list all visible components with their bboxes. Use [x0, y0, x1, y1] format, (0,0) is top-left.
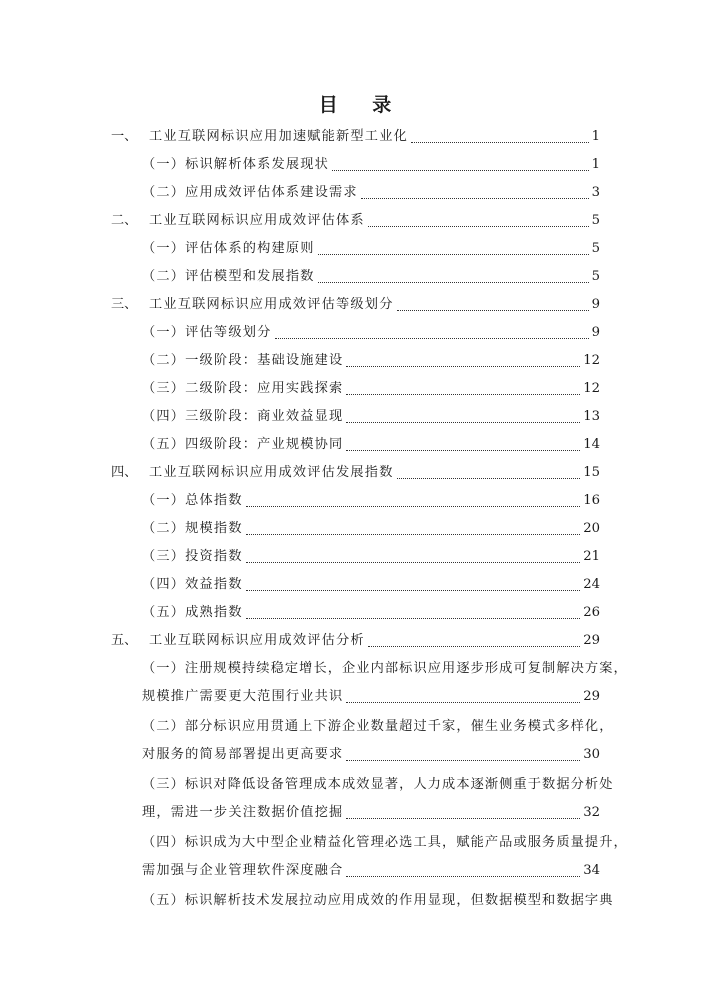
- leader-dots: [346, 818, 580, 819]
- toc-entry-first-line[interactable]: （五）标识解析技术发展拉动应用成效的作用显现，但数据模型和数据字典: [142, 893, 614, 908]
- leader-dots: [368, 646, 580, 647]
- toc-entry[interactable]: [111, 630, 600, 652]
- toc-page-number: 5: [591, 213, 600, 228]
- toc-page-number: 12: [583, 353, 600, 368]
- leader-dots: [346, 876, 580, 877]
- toc-text: （四）效益指数: [142, 577, 243, 592]
- leader-dots: [397, 310, 589, 311]
- toc-text: 工业互联网标识应用成效评估体系: [149, 213, 365, 228]
- toc-entry-first-line[interactable]: （四）标识成为大中型企业精益化管理必选工具，赋能产品或服务质量提升，: [142, 835, 628, 850]
- leader-dots: [332, 170, 589, 171]
- leader-dots: [346, 366, 580, 367]
- leader-dots: [346, 760, 580, 761]
- toc-entry[interactable]: [142, 406, 600, 428]
- toc-entry[interactable]: [142, 744, 600, 766]
- leader-dots: [397, 478, 581, 479]
- toc-text: （一）评估体系的构建原则: [142, 241, 315, 256]
- toc-entry[interactable]: [111, 462, 600, 484]
- toc-entry[interactable]: [142, 434, 600, 456]
- toc-page-number: 9: [591, 325, 600, 340]
- toc-entry-first-line[interactable]: （二）部分标识应用贯通上下游企业数量超过千家，催生业务模式多样化，: [142, 719, 614, 734]
- toc-page-number: 15: [583, 465, 600, 480]
- toc-entry[interactable]: [142, 350, 600, 372]
- leader-dots: [346, 394, 580, 395]
- toc-text: （二）应用成效评估体系建设需求: [142, 185, 358, 200]
- leader-dots: [246, 562, 581, 563]
- toc-page-number: 5: [591, 241, 600, 256]
- toc-entry[interactable]: [142, 182, 600, 204]
- leader-dots: [346, 422, 580, 423]
- toc-page-number: 5: [591, 269, 600, 284]
- leader-dots: [246, 590, 581, 591]
- toc-text: 工业互联网标识应用成效评估等级划分: [149, 297, 394, 312]
- toc-number: 四、: [111, 465, 138, 480]
- toc-page-number: 20: [583, 521, 600, 536]
- leader-dots: [346, 702, 580, 703]
- leader-dots: [275, 338, 589, 339]
- leader-dots: [361, 198, 589, 199]
- leader-dots: [368, 226, 589, 227]
- toc-text: （二）规模指数: [142, 521, 243, 536]
- toc-entry[interactable]: [111, 126, 600, 148]
- toc-text: 对服务的简易部署提出更高要求: [142, 747, 344, 762]
- toc-page-number: 1: [591, 157, 600, 172]
- toc-text: 需加强与企业管理软件深度融合: [142, 863, 344, 878]
- toc-page-number: 16: [583, 493, 600, 508]
- toc-text: （四）三级阶段：商业效益显现: [142, 409, 344, 424]
- toc-text: （一）总体指数: [142, 493, 243, 508]
- toc-entry[interactable]: [142, 322, 600, 344]
- toc-page-number: 29: [583, 689, 600, 704]
- toc-entry[interactable]: [142, 802, 600, 824]
- toc-entry[interactable]: [142, 378, 600, 400]
- toc-page-number: 26: [583, 605, 600, 620]
- toc-entry[interactable]: [142, 686, 600, 708]
- toc-number: 三、: [111, 297, 138, 312]
- toc-page-number: 30: [583, 747, 600, 762]
- page-title: 目 录: [318, 94, 406, 116]
- toc-entry[interactable]: [142, 546, 600, 568]
- toc-page-number: 29: [583, 633, 600, 648]
- toc-entry[interactable]: [111, 210, 600, 232]
- toc-entry[interactable]: [111, 294, 600, 316]
- toc-page-number: 14: [583, 437, 600, 452]
- toc-entry[interactable]: [142, 574, 600, 596]
- toc-page-number: 1: [591, 129, 600, 144]
- toc-entry[interactable]: [142, 490, 600, 512]
- toc-page-number: 21: [583, 549, 600, 564]
- leader-dots: [346, 450, 580, 451]
- toc-text: 理，需进一步关注数据价值挖掘: [142, 805, 344, 820]
- toc-page-number: 34: [583, 863, 600, 878]
- toc-entry[interactable]: [142, 860, 600, 882]
- toc-number: 二、: [111, 213, 138, 228]
- leader-dots: [246, 534, 581, 535]
- toc-number: 五、: [111, 633, 138, 648]
- toc-text: （五）成熟指数: [142, 605, 243, 620]
- toc-text: （一）评估等级划分: [142, 325, 272, 340]
- toc-text: 工业互联网标识应用成效评估发展指数: [149, 465, 394, 480]
- toc-text: 工业互联网标识应用加速赋能新型工业化: [149, 129, 408, 144]
- toc-text: （三）二级阶段：应用实践探索: [142, 381, 344, 396]
- toc-text: （二）评估模型和发展指数: [142, 269, 315, 284]
- leader-dots: [411, 142, 589, 143]
- toc-text: 规模推广需要更大范围行业共识: [142, 689, 344, 704]
- leader-dots: [318, 282, 589, 283]
- toc-number: 一、: [111, 129, 138, 144]
- toc-entry[interactable]: [142, 266, 600, 288]
- toc-text: 工业互联网标识应用成效评估分析: [149, 633, 365, 648]
- toc-page-number: 12: [583, 381, 600, 396]
- toc-page-number: 24: [583, 577, 600, 592]
- toc-entry[interactable]: [142, 602, 600, 624]
- toc-text: （一）标识解析体系发展现状: [142, 157, 330, 172]
- toc-text: （二）一级阶段：基础设施建设: [142, 353, 344, 368]
- toc-text: （五）四级阶段：产业规模协同: [142, 437, 344, 452]
- toc-entry[interactable]: [142, 154, 600, 176]
- leader-dots: [246, 506, 581, 507]
- toc-page-number: 3: [591, 185, 600, 200]
- toc-page-number: 9: [591, 297, 600, 312]
- toc-entry[interactable]: [142, 238, 600, 260]
- leader-dots: [318, 254, 589, 255]
- toc-entry-first-line[interactable]: （一）注册规模持续稳定增长，企业内部标识应用逐步形成可复制解决方案，: [142, 661, 628, 676]
- toc-entry-first-line[interactable]: （三）标识对降低设备管理成本成效显著，人力成本逐渐侧重于数据分析处: [142, 777, 614, 792]
- toc-entry[interactable]: [142, 518, 600, 540]
- toc-page-number: 13: [583, 409, 600, 424]
- toc-text: （三）投资指数: [142, 549, 243, 564]
- leader-dots: [246, 618, 581, 619]
- toc-page-number: 32: [583, 805, 600, 820]
